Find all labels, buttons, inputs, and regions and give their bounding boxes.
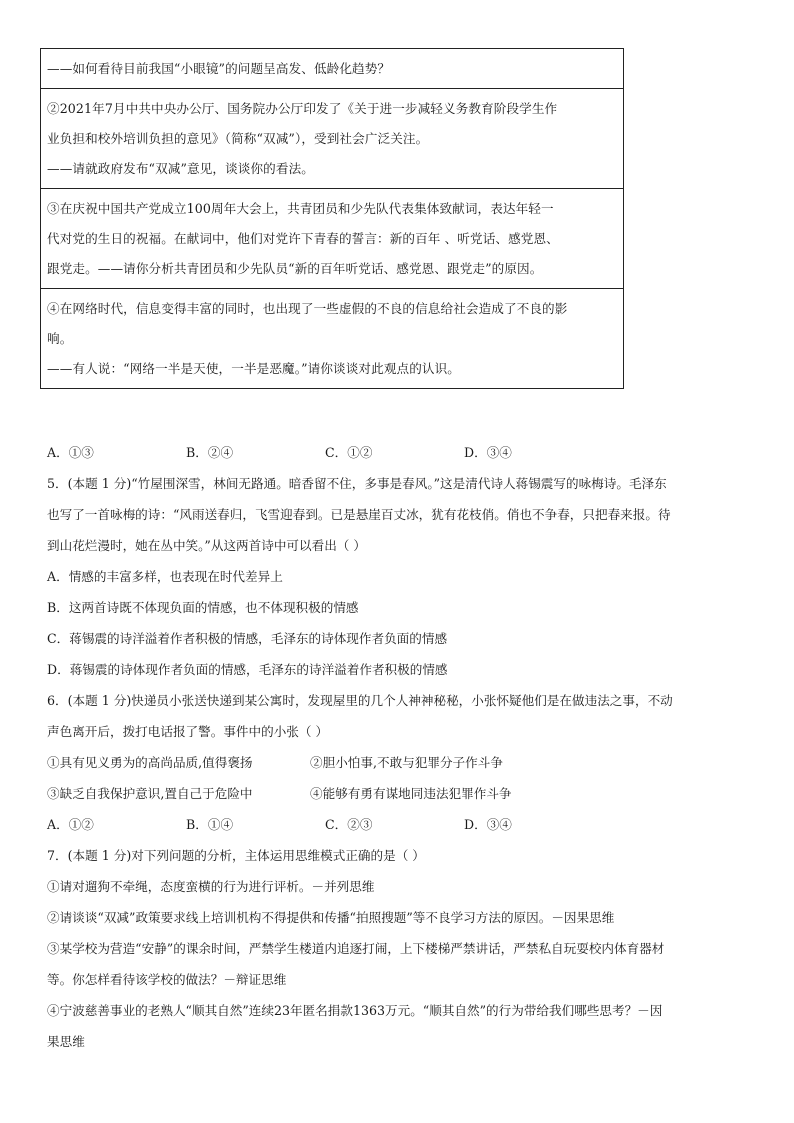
q7-item: ④宁波慈善事业的老熟人“顺其自然”连续23年匿名捐款1363万元。“顺其自然”的行为带给我们哪些思考？－因 [47, 1003, 663, 1018]
table-line: ——请就政府发布“双减”意见，谈谈你的看法。 [47, 161, 314, 176]
table-line: 业负担和校外培训负担的意见》（简称“双减”），受到社会广泛关注。 [47, 131, 429, 146]
q6-item-3: ③缺乏自我保护意识,置自己于危险中 [47, 786, 253, 801]
table-line: ——有人说：“网络一半是天使，一半是恶魔。”请你谈谈对此观点的认识。 [47, 361, 460, 376]
table-line: 代对党的生日的祝福。在献词中，他们对党许下青春的誓言：新的百年 、听党话、感党恩、 [47, 231, 559, 246]
table-line: 跟党走。——请你分析共青团员和少先队员“新的百年听党话、感党恩、跟党走”的原因。 [47, 261, 543, 276]
q6-item-1: ①具有见义勇为的高尚品质,值得褒扬 [47, 755, 253, 770]
q6-item-2: ②胆小怕事,不敢与犯罪分子作斗争 [310, 755, 503, 770]
q7-item: ③某学校为营造“安静”的课余时间，严禁学生楼道内追逐打闹，上下楼梯严禁讲话，严禁私自玩耍校内体育器材 [47, 941, 665, 956]
q5-option-b: B．这两首诗既不体现负面的情感，也不体现积极的情感 [47, 600, 359, 615]
q6-stem-line: 声色离开后，拨打电话报了警。事件中的小张（ ） [47, 724, 329, 739]
q7-stem: 7．(本题 1 分)对下列问题的分析，主体运用思维模式正确的是（ ） [47, 848, 425, 863]
q7-item: 等。你怎样看待该学校的做法？－辩证思维 [47, 972, 287, 987]
table-line: ③在庆祝中国共产党成立100周年大会上，共青团员和少先队代表集体致献词，表达年轻一 [47, 201, 554, 216]
option-c: C．②③ [325, 817, 373, 832]
table-line: ②2021年7月中共中央办公厅、国务院办公厅印发了《关于进一步减轻义务教育阶段学生作 [47, 101, 558, 116]
option-b: B．①④ [186, 817, 234, 832]
q6-item-4: ④能够有勇有谋地同违法犯罪作斗争 [310, 786, 512, 801]
table-cell-2 [41, 89, 623, 189]
table-line: ④在网络时代，信息变得丰富的同时，也出现了一些虚假的不良的信息给社会造成了不良的影 [47, 301, 568, 316]
table-cell-1 [41, 49, 623, 89]
table-line: ——如何看待目前我国“小眼镜”的问题呈高发、低龄化趋势？ [47, 61, 391, 76]
q5-option-c: C．蒋锡震的诗洋溢着作者积极的情感，毛泽东的诗体现作者负面的情感 [47, 631, 448, 646]
option-a: A．①② [47, 817, 94, 832]
table-cell-4 [41, 289, 623, 388]
q5-option-d: D．蒋锡震的诗体现作者负面的情感，毛泽东的诗洋溢着作者积极的情感 [47, 662, 448, 677]
question-table [40, 48, 624, 389]
questions-body [47, 437, 767, 1057]
q4-options [47, 437, 767, 468]
option-a: A．①③ [47, 445, 94, 460]
q5-stem-line: 5．(本题 1 分)“竹屋围深雪，林间无路通。暗香留不住，多事是春风。”这是清代诗人蒋锡震写的咏梅诗。毛泽东 [47, 476, 667, 491]
option-d: D．③④ [464, 817, 512, 832]
q7-item: ②请谈谈“双减”政策要求线上培训机构不得提供和传播“拍照搜题”等不良学习方法的原因。－因果思维 [47, 910, 615, 925]
option-d: D．③④ [464, 445, 512, 460]
q5-option-a: A．情感的丰富多样，也表现在时代差异上 [47, 569, 283, 584]
option-c: C．①② [325, 445, 373, 460]
table-cell-3 [41, 189, 623, 289]
q6-items-row [47, 778, 767, 809]
q5-stem-line: 也写了一首咏梅的诗：“风雨送春归，飞雪迎春到。已是悬崖百丈冰，犹有花枝俏。俏也不争春，只把春来报。待 [47, 507, 671, 522]
table-line: 响。 [47, 331, 73, 346]
q7-item: 果思维 [47, 1034, 85, 1049]
q7-item: ①请对遛狗不牵绳，态度蛮横的行为进行评析。－并列思维 [47, 879, 375, 894]
option-b: B．②④ [186, 445, 234, 460]
q6-items-row [47, 747, 767, 778]
q6-options [47, 809, 767, 840]
q5-stem-line: 到山花烂漫时，她在丛中笑。”从这两首诗中可以看出（ ） [47, 538, 366, 553]
q6-stem-line: 6．(本题 1 分)快递员小张送快递到某公寓时，发现屋里的几个人神神秘秘，小张怀疑他们是在做违法之事，不动 [47, 693, 673, 708]
